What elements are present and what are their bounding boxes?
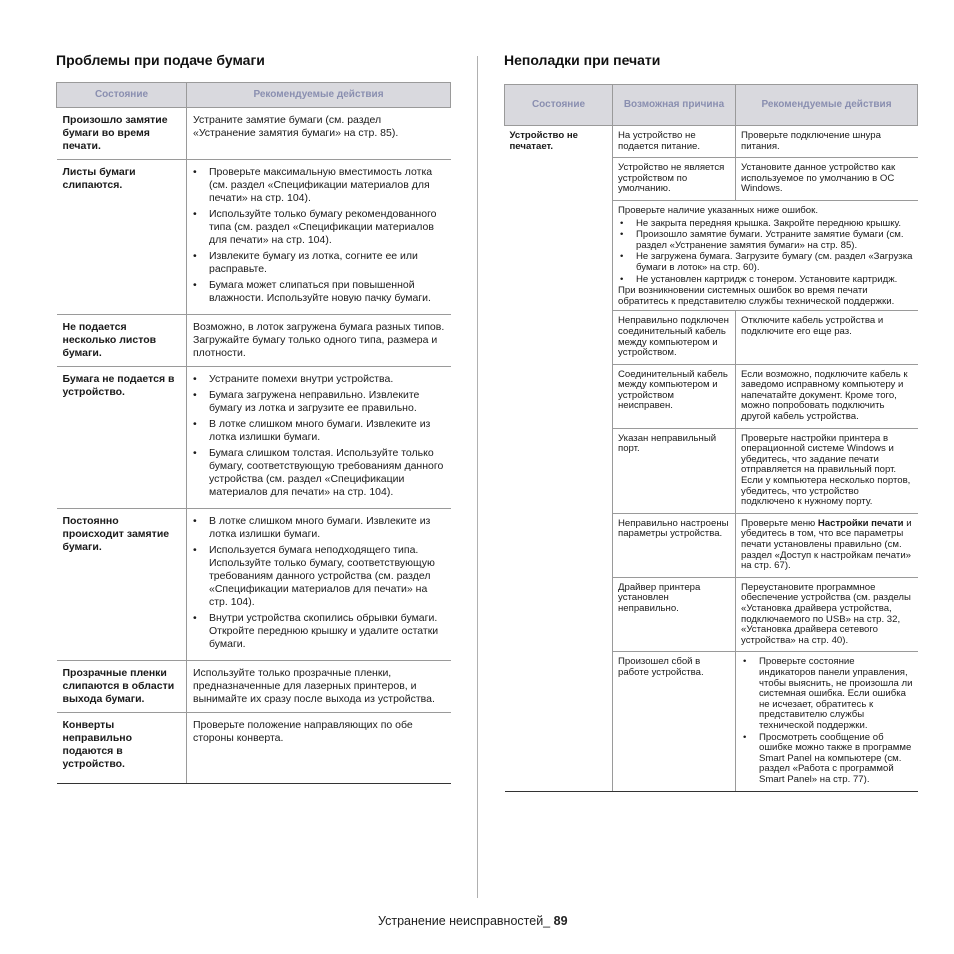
list-item: • Не загружена бумага. Загрузите бумагу (см. раздел «Загрузка бумаги в лоток» на стр. 60). [618,252,913,273]
state-cell: Конверты неправильно подаются в устройство. [57,713,187,784]
error-check-outro: При возникновении системных ошибок во время печати обратитесь к представителю службы технической поддержки. [618,285,895,307]
list-item: • Извлеките бумагу из лотка, согните ее или расправьте. [193,250,446,276]
list-item: • Не установлен картридж с тонером. Установите картридж. [618,275,913,286]
action-text-pre: Проверьте меню [741,517,818,529]
cause-cell: Неправильно настроены параметры устройства. [613,513,736,577]
action-cell [736,513,918,577]
action-cell: Проверьте подключение шнура питания. [736,126,918,158]
list-item: • Произошло замятие бумаги. Устраните замятие бумаги (см. раздел «Устранение замятия бумаги» на стр. 85). [618,230,913,251]
page-number: 89 [553,914,568,928]
section-title: Проблемы при подаче бумаги [56,52,265,68]
table-row [505,126,918,158]
state-cell: Устройство не печатает. [505,126,613,792]
header-actions: Рекомендуемые действия [187,83,451,108]
action-cell: Устраните замятие бумаги (см. раздел «Устранение замятия бумаги» на стр. 85). [187,108,451,160]
table-row [57,108,451,160]
paper-feed-table [56,82,451,784]
table-row [57,661,451,713]
cause-cell: На устройство не подается питание. [613,126,736,158]
state-cell: Прозрачные пленки слипаются в области выхода бумаги. [57,661,187,713]
error-check-cell [613,200,918,310]
action-cell [736,652,918,792]
list-item: • Проверьте максимальную вместимость лотка (см. раздел «Спецификации материалов для печати» на стр. 104). [193,166,446,205]
error-check-intro: Проверьте наличие указанных ниже ошибок. [618,204,818,216]
state-cell: Листы бумаги слипаются. [57,160,187,315]
footer-section-name: Устранение неисправностей_ [378,914,551,928]
header-state: Состояние [57,83,187,108]
list-item: • Используйте только бумагу рекомендованного типа (см. раздел «Спецификации материалов для печати» на стр. 104). [193,208,446,247]
action-cell [187,509,451,661]
table-row [57,713,451,784]
action-cell: Если возможно, подключите кабель к заведомо исправному компьютеру и напечатайте документ. Кроме того, можно попробовать подключить другой кабель устройства. [736,364,918,428]
header-state: Состояние [505,85,613,126]
action-cell: Используйте только прозрачные пленки, предназначенные для лазерных принтеров, и вынимайте их сразу после выхода из устройства. [187,661,451,713]
cause-cell: Соединительный кабель между компьютером и устройством неисправен. [613,364,736,428]
state-cell: Бумага не подается в устройство. [57,367,187,509]
table-row [57,160,451,315]
action-cell: Отключите кабель устройства и подключите его еще раз. [736,311,918,364]
list-item: • Бумага загружена неправильно. Извлеките бумагу из лотка и загрузите ее правильно. [193,389,446,415]
list-item: • Устраните помехи внутри устройства. [193,373,446,386]
table-row [57,315,451,367]
list-item: • Проверьте состояние индикаторов панели управления, чтобы выяснить, не произошла ли системная ошибка. Если ошибка не исчезает, обратитесь к представителю службы технической поддержки. [741,657,913,731]
table-row [57,367,451,509]
list-item: • В лотке слишком много бумаги. Извлеките из лотка излишки бумаги. [193,418,446,444]
header-actions: Рекомендуемые действия [736,85,918,126]
printing-problems-table [504,84,918,792]
action-cell: Возможно, в лоток загружена бумага разных типов. Загружайте бумагу только одного типа, размера и плотности. [187,315,451,367]
paper-feed-section [56,52,451,784]
header-cause: Возможная причина [613,85,736,126]
state-cell: Постоянно происходит замятие бумаги. [57,509,187,661]
list-item: • Используется бумага неподходящего типа. Используйте только бумагу, соответствующую требованиям данного устройства (см. раздел «Спецификации материалов для печати» на стр. 104). [193,544,446,609]
list-item: • Внутри устройства скопились обрывки бумаги. Откройте переднюю крышку и удалите остатки бумаги. [193,612,446,651]
column-divider [477,56,478,898]
print-settings-menu-name: Настройки печати [817,517,904,529]
cause-cell: Произошел сбой в работе устройства. [613,652,736,792]
list-item: • В лотке слишком много бумаги. Извлеките из лотка излишки бумаги. [193,515,446,541]
table-row [57,509,451,661]
cause-cell: Указан неправильный порт. [613,428,736,513]
state-cell: Произошло замятие бумаги во время печати. [57,108,187,160]
action-text-post: и убедитесь в том, что все параметры печати установлены правильно (см. раздел «Доступ к настройкам печати» на стр. 67). [741,517,912,572]
list-item: • Просмотреть сообщение об ошибке можно также в программе Smart Panel на компьютере (см. раздел «Работа с программой Smart Panel» на стр. 77). [741,733,913,786]
action-cell: Установите данное устройство как используемое по умолчанию в ОС Windows. [736,158,918,201]
list-item: • Бумага слишком толстая. Используйте только бумагу, соответствующую требованиям данного устройства (см. раздел «Спецификации материалов для печати» на стр. 104). [193,447,446,499]
cause-cell: Устройство не является устройством по умолчанию. [613,158,736,201]
list-item: • Не закрыта передняя крышка. Закройте переднюю крышку. [618,219,913,230]
printing-problems-section [504,52,918,792]
action-cell: Проверьте положение направляющих по обе стороны конверта. [187,713,451,784]
list-item: • Бумага может слипаться при повышенной влажности. Используйте новую пачку бумаги. [193,279,446,305]
action-cell [187,160,451,315]
state-cell: Не подается несколько листов бумаги. [57,315,187,367]
cause-cell: Неправильно подключен соединительный кабель между компьютером и устройством. [613,311,736,364]
action-cell: Переустановите программное обеспечение устройства (см. разделы «Установка драйвера устройства, подключаемого по USB» на стр. 32, «Установка драйвера сетевого устройства» на стр. 40). [736,577,918,652]
action-cell: Проверьте настройки принтера в операционной системе Windows и убедитесь, что задание печати отправляется на правильный порт. Если у компьютера несколько портов, убедитесь, что устройство подключено к нужному порту. [736,428,918,513]
action-cell [187,367,451,509]
cause-cell: Драйвер принтера установлен неправильно. [613,577,736,652]
section-title: Неполадки при печати [504,52,661,68]
